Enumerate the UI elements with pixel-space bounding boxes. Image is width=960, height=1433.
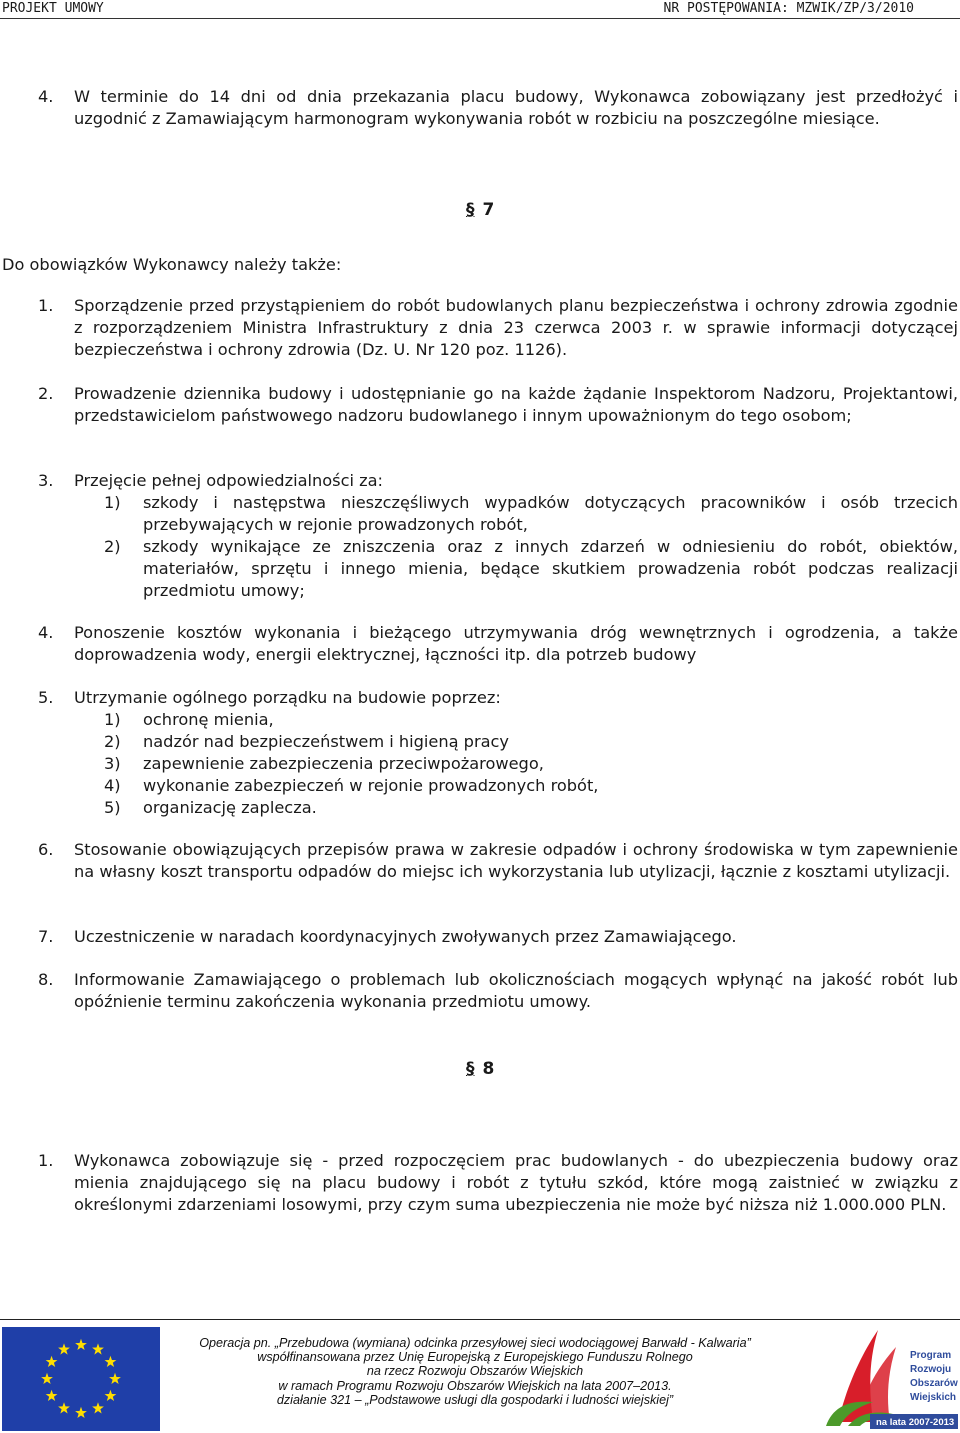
footer-line: działanie 321 – „Podstawowe usługi dla gospodarki i ludności wiejskiej” bbox=[276, 1392, 674, 1407]
section-number: 7 bbox=[482, 200, 495, 220]
item-number: 4. bbox=[38, 87, 54, 106]
item-number: 1. bbox=[38, 296, 54, 315]
section-intro: Do obowiązków Wykonawcy należy także: bbox=[2, 255, 342, 274]
sub-item-number: 1) bbox=[104, 493, 121, 512]
footer-line: w ramach Programu Rozwoju Obszarów Wiejskich na lata 2007–2013. bbox=[278, 1378, 672, 1393]
eu-flag-logo bbox=[2, 1327, 160, 1431]
list-item bbox=[38, 86, 958, 130]
item-text: Ponoszenie kosztów wykonania i bieżącego utrzymywania dróg wewnętrznych i ogrodzenia, a także doprowadzenia wody, energii elektrycznej, łączności itp. dla potrzeb budowy bbox=[74, 623, 958, 664]
sub-item-text: szkody wynikające ze zniszczenia oraz z innych zdarzeń w odniesieniu do robót, obiektów, materiałów, sprzętu i innego mienia, będące skutkiem prowadzenia robót podczas realizacji przedmiotu umowy; bbox=[143, 537, 958, 600]
section-heading-7 bbox=[466, 199, 494, 221]
footer-rule bbox=[0, 1319, 960, 1320]
sub-item-text: szkody i następstwa nieszczęśliwych wypadków dotyczących pracowników i osób trzecich przebywających w rejonie prowadzonych robót, bbox=[143, 493, 958, 534]
item-text: Informowanie Zamawiającego o problemach lub okolicznościach mogących wpłynąć na jakość robót lub opóźnienie terminu zakończenia wykonania przedmiotu umowy. bbox=[74, 970, 958, 1011]
sub-item bbox=[38, 536, 958, 602]
sub-item-number: 1) bbox=[104, 710, 121, 729]
sub-item bbox=[38, 709, 958, 731]
logo-years-text: na lata 2007-2013 bbox=[876, 1417, 955, 1428]
item-text: Uczestniczenie w naradach koordynacyjnych zwoływanych przez Zamawiającego. bbox=[74, 927, 737, 946]
sub-item-number: 4) bbox=[104, 776, 121, 795]
section-symbol: § bbox=[466, 1059, 475, 1079]
item-number: 7. bbox=[38, 927, 54, 946]
sub-item-number: 3) bbox=[104, 754, 121, 773]
section-heading-8 bbox=[466, 1058, 494, 1080]
item-text: Przejęcie pełnej odpowiedzialności za: bbox=[74, 471, 383, 490]
item-number: 6. bbox=[38, 840, 54, 859]
sub-item-number: 2) bbox=[104, 537, 121, 556]
logo-text-line: Program bbox=[910, 1350, 952, 1361]
sub-item-number: 5) bbox=[104, 798, 121, 817]
list-item bbox=[38, 687, 958, 819]
item-number: 4. bbox=[38, 623, 54, 642]
item-text: Utrzymanie ogólnego porządku na budowie poprzez: bbox=[74, 688, 501, 707]
item-text: Sporządzenie przed przystąpieniem do robót budowlanych planu bezpieczeństwa i ochrony zdrowia zgodnie z rozporządzeniem Ministra Infrastruktury z dnia 23 czerwca 2003 r. w sprawie informacji dotyczącej bezpieczeństwa i ochrony zdrowia (Dz. U. Nr 120 poz. 1126). bbox=[74, 296, 958, 359]
logo-text-line: Rozwoju bbox=[910, 1364, 952, 1375]
footer-funding-text bbox=[175, 1336, 775, 1407]
item-text: Stosowanie obowiązujących przepisów prawa w zakresie odpadów i ochrony środowiska w tym zapewnienie na własny koszt transportu odpadów do miejsc ich wykorzystania lub utylizacji, łącznie z kosztami utylizacji. bbox=[74, 840, 958, 881]
section-number: 8 bbox=[482, 1059, 495, 1079]
header-procedure-number: NR POSTĘPOWANIA: MZWIK/ZP/3/2010 bbox=[663, 1, 914, 16]
sub-item-text: nadzór nad bezpieczeństwem i higieną pracy bbox=[143, 732, 510, 751]
sub-item-text: organizację zaplecza. bbox=[143, 798, 317, 817]
list-item bbox=[38, 295, 958, 361]
prow-program-logo bbox=[818, 1322, 958, 1431]
logo-text-line: Obszarów bbox=[910, 1378, 958, 1389]
list-item bbox=[38, 622, 958, 666]
item-number: 1. bbox=[38, 1151, 54, 1170]
section-symbol: § bbox=[466, 200, 475, 220]
footer-line: współfinansowana przez Unię Europejską z Europejskiego Funduszu Rolnego bbox=[257, 1350, 693, 1365]
sub-item-text: zapewnienie zabezpieczenia przeciwpożarowego, bbox=[143, 754, 544, 773]
sub-item bbox=[38, 753, 958, 775]
page-header bbox=[0, 0, 960, 20]
item-text: Wykonawca zobowiązuje się - przed rozpoczęciem prac budowlanych - do ubezpieczenia budowy oraz mienia znajdującego się na placu budowy i robót z tytułu szkód, które mogą zaistnieć w związku z określonymi zdarzeniami losowymi, przy czym suma ubezpieczenia nie może być niższa niż 1.000.000 PLN. bbox=[74, 1151, 958, 1214]
header-rule bbox=[0, 18, 960, 19]
sub-item-number: 2) bbox=[104, 732, 121, 751]
item-number: 2. bbox=[38, 384, 54, 403]
list-item bbox=[38, 839, 958, 883]
list-item bbox=[38, 969, 958, 1013]
sub-item bbox=[38, 775, 958, 797]
sub-item bbox=[38, 731, 958, 753]
footer-line: Operacja pn. „Przebudowa (wymiana) odcinka przesyłowej sieci wodociągowej Barwałd - Kalwaria” bbox=[199, 1336, 751, 1350]
header-project-label: PROJEKT UMOWY bbox=[2, 1, 104, 16]
footer-line: na rzecz Rozwoju Obszarów Wiejskich bbox=[366, 1364, 584, 1379]
list-item bbox=[38, 1150, 958, 1216]
item-number: 3. bbox=[38, 471, 54, 490]
sub-item-text: wykonanie zabezpieczeń w rejonie prowadzonych robót, bbox=[143, 776, 599, 795]
list-item bbox=[38, 470, 958, 602]
item-text: W terminie do 14 dni od dnia przekazania placu budowy, Wykonawca zobowiązany jest przedłożyć i uzgodnić z Zamawiającym harmonogram wykonywania robót w rozbiciu na poszczególne miesiące. bbox=[74, 87, 958, 128]
item-number: 5. bbox=[38, 688, 54, 707]
sub-item-text: ochronę mienia, bbox=[143, 710, 274, 729]
item-number: 8. bbox=[38, 970, 54, 989]
sub-item bbox=[38, 492, 958, 536]
list-item bbox=[38, 383, 958, 427]
sub-item bbox=[38, 797, 958, 819]
logo-text-line: Wiejskich bbox=[910, 1392, 957, 1403]
list-item bbox=[38, 926, 958, 948]
item-text: Prowadzenie dziennika budowy i udostępnianie go na każde żądanie Inspektorom Nadzoru, Projektantowi, przedstawicielom państwowego nadzoru budowlanego i innym upoważnionym do tego osobom; bbox=[74, 384, 958, 425]
